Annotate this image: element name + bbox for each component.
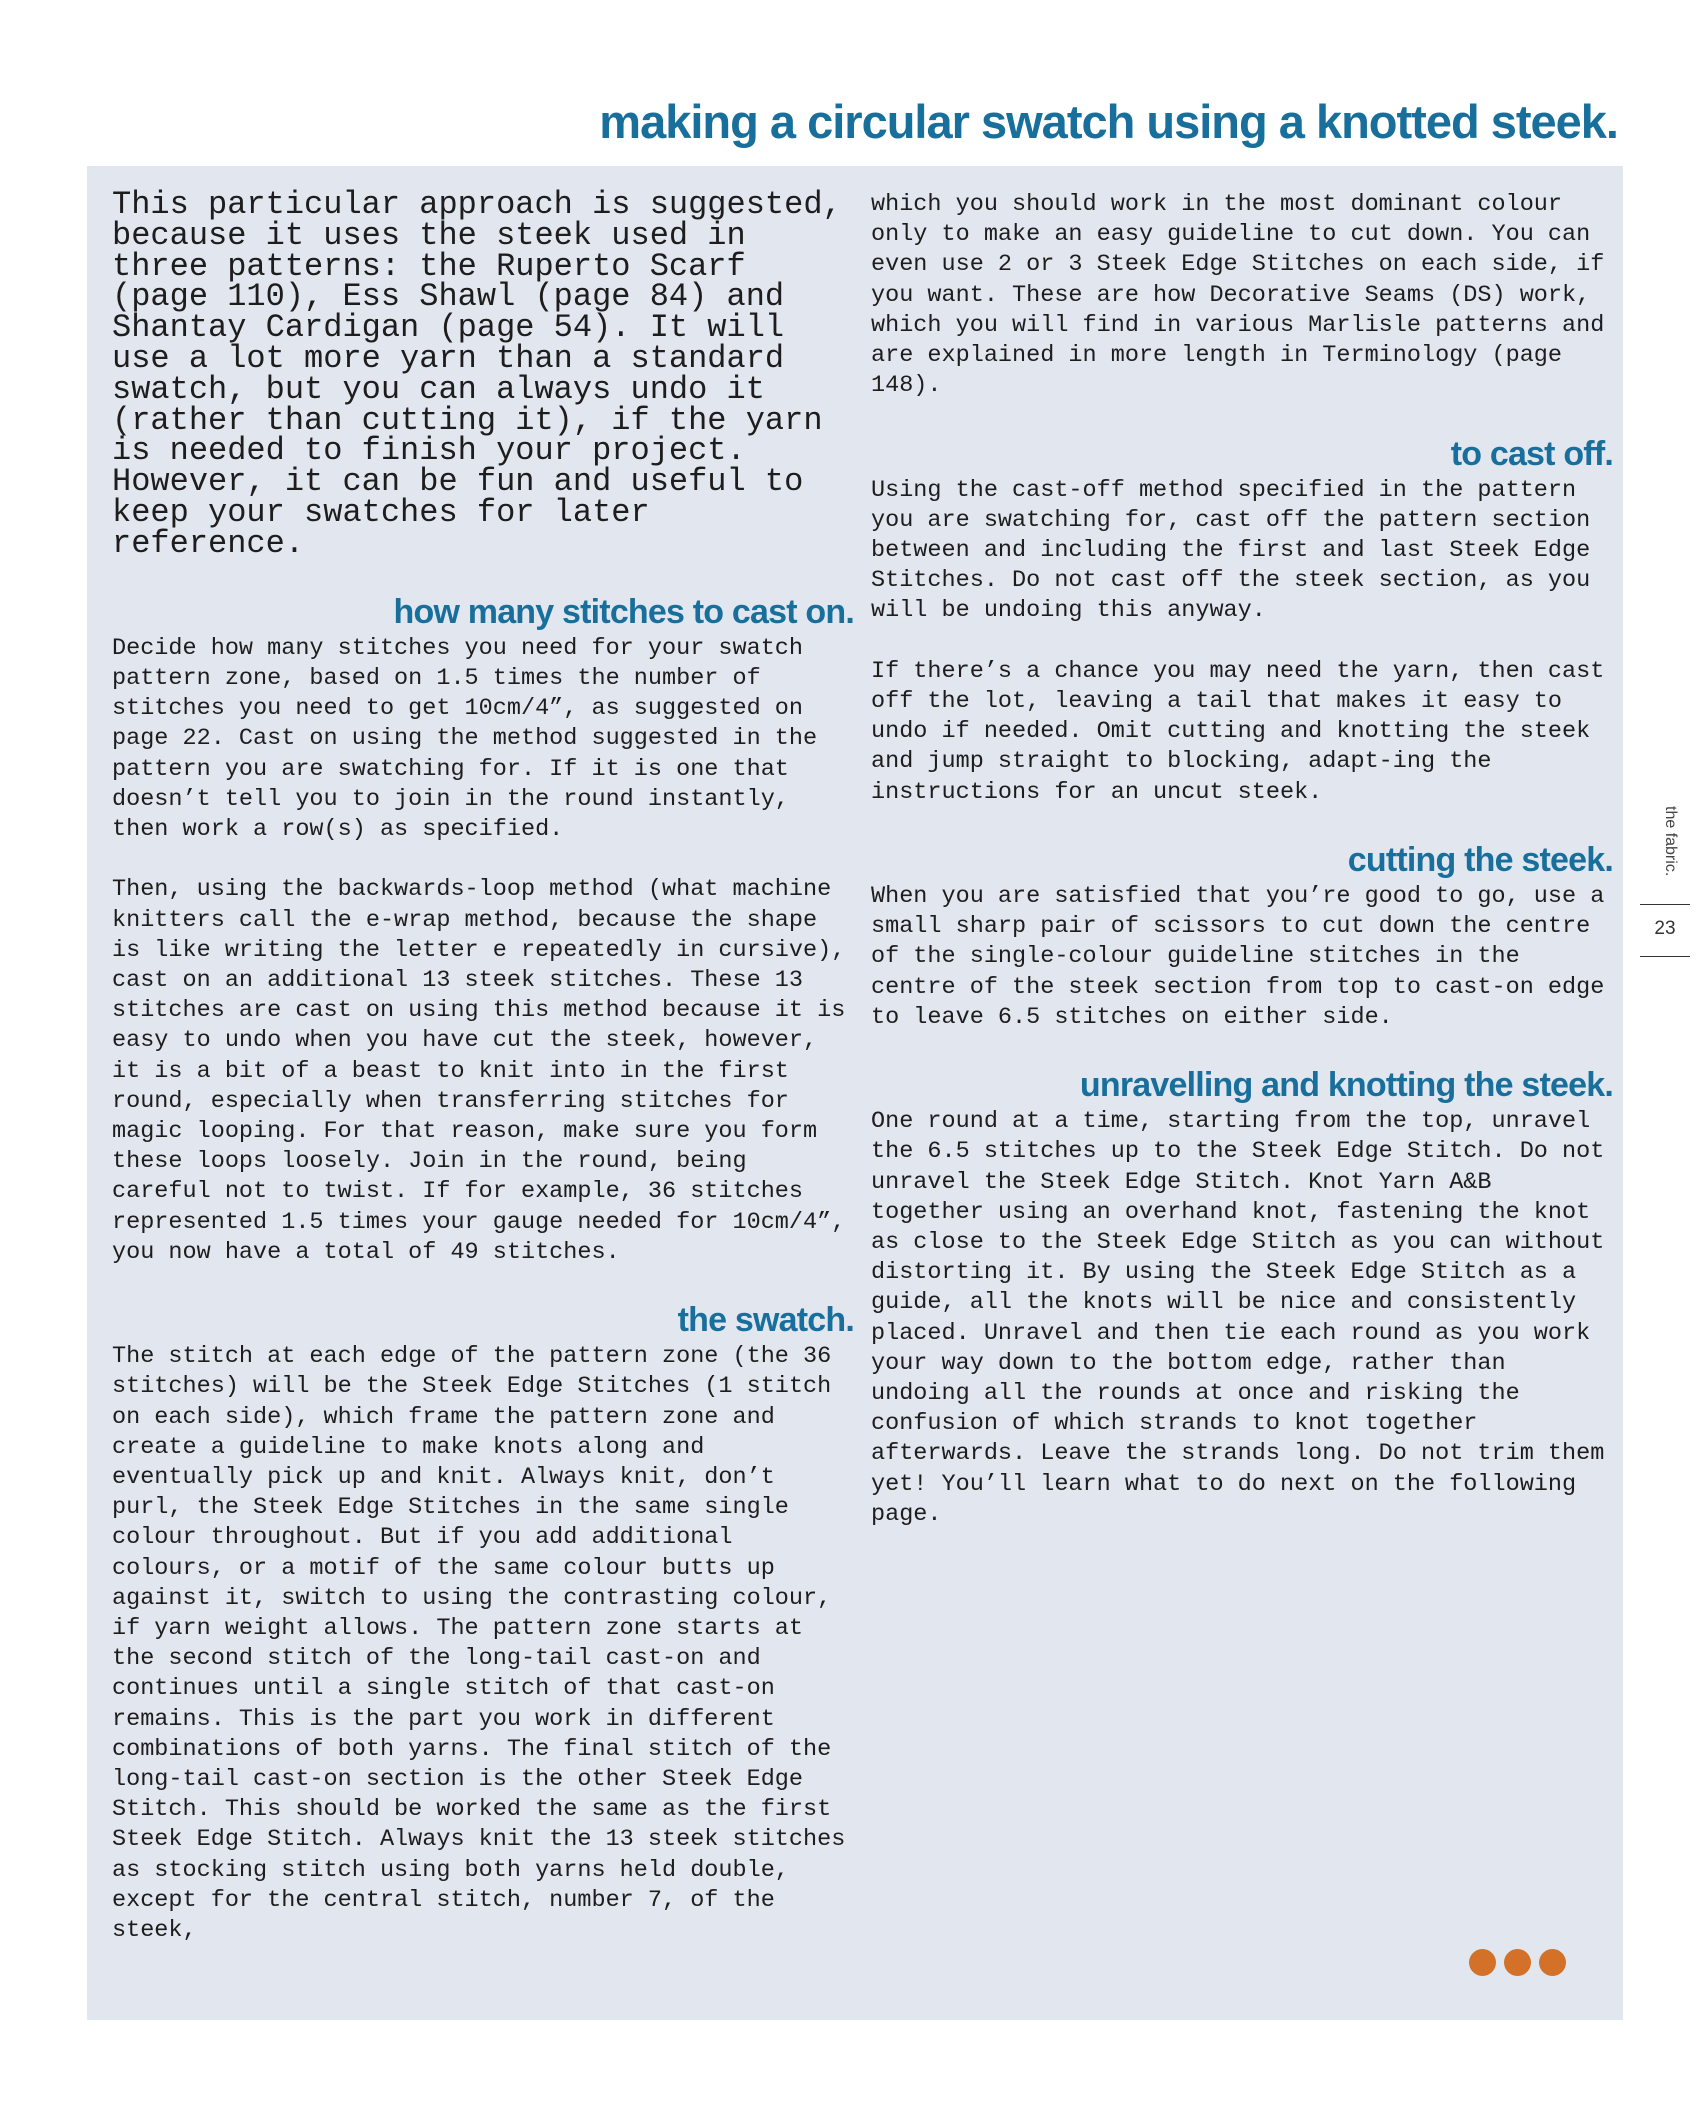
page-title: making a circular swatch using a knotted steek. xyxy=(599,95,1618,148)
dot-icon xyxy=(1504,1949,1531,1976)
cast-on-paragraph-1: Decide how many stitches you need for your swatch pattern zone, based on 1.5 times the number of stitches you need to get 10cm/4”, as suggested on page 22. Cast on using the method suggested in the pattern you are swatching for. If it is one that doesn’t tell you to join in the round instantly, then work a row(s) as specified. xyxy=(112,634,818,843)
left-column xyxy=(112,186,854,1946)
dot-icon xyxy=(1539,1949,1566,1976)
cutting-steek-heading: cutting the steek. xyxy=(1347,841,1613,880)
right-column xyxy=(871,190,1613,1530)
cast-off-heading: to cast off. xyxy=(1450,434,1613,473)
cast-off-paragraph-1: Using the cast-off method specified in the pattern you are swatching for, cast off the pattern section between and including the first and last Steek Edge Stitches. Do not cast off the steek section, as you will be undoing this anyway. xyxy=(871,476,1591,625)
section-tab xyxy=(1640,806,1690,956)
dot-icon xyxy=(1469,1949,1496,1976)
divider xyxy=(1640,904,1690,905)
swatch-heading: the swatch. xyxy=(677,1301,854,1340)
cast-on-heading: how many stitches to cast on. xyxy=(393,592,854,631)
cast-off-paragraph-2: If there’s a chance you may need the yarn, then cast off the lot, leaving a tail that makes it easy to undo if needed. Omit cutting and knotting the steek and jump straight to blocking, adapt-ing the instructions for an uncut steek. xyxy=(871,657,1605,806)
cast-on-paragraph-2: Then, using the backwards-loop method (what machine knitters call the e-wrap method, because the shape is like writing the letter e repeatedly in cursive), cast on an additional 13 steek stitches. These 13 stitches are cast on using this method because it is easy to undo when you have cut the steek, however, it is a bit of a beast to knit into in the first round, especially when transferring stitches for magic looping. For that reason, make sure you form these loops loosely. Join in the round, being careful not to twist. If for example, 36 stitches represented 1.5 times your gauge needed for 10cm/4”, you now have a total of 49 stitches. xyxy=(112,876,846,1266)
page-number: 23 xyxy=(1654,918,1676,939)
swatch-continued-paragraph: which you should work in the most dominant colour only to make an easy guideline to cut down. You can even use 2 or 3 Steek Edge Stitches on each side, if you want. These are how Decorative Seams (DS) work, which you will find in various Marlisle patterns and are explained in more length in Terminology (page 148). xyxy=(871,191,1605,400)
section-label: the fabric. xyxy=(1662,806,1679,877)
intro-paragraph: This particular approach is suggested, because it uses the steek used in three patterns: the Ruperto Scarf (page 110), Ess Shawl (page 84) and Shantay Cardigan (page 54). It will use a lot more yarn than a standard swatch, but you can always undo it (rather than cutting it), if the yarn is needed to finish your project. However, it can be fun and useful to keep your swatches for later reference. xyxy=(112,186,842,562)
content-panel xyxy=(87,166,1623,2020)
unravelling-paragraph: One round at a time, starting from the top, unravel the 6.5 stitches up to the Steek Edge Stitch. Do not unravel the Steek Edge Stitch. Knot Yarn A&B together using an overhand knot, fastening the knot as close to the Steek Edge Stitch as you can without distorting it. By using the Steek Edge Stitch as a guide, all the knots will be nice and consistently placed. Unravel and then tie each round as you work your way down to the bottom edge, rather than undoing all the rounds at once and risking the confusion of which strands to knot together afterwards. Leave the strands long. Do not trim them yet! You’ll learn what to do next on the following page. xyxy=(871,1108,1605,1528)
swatch-paragraph: The stitch at each edge of the pattern zone (the 36 stitches) will be the Steek Edge Stitches (1 stitch on each side), which frame the pattern zone and create a guideline to make knots along and eventually pick up and knit. Always knit, don’t purl, the Steek Edge Stitches in the same single colour throughout. But if you add additional colours, or a motif of the same colour butts up against it, switch to using the contrasting colour, if yarn weight allows. The pattern zone starts at the second stitch of the long-tail cast-on and continues until a single stitch of that cast-on remains. This is the part you work in different combinations of both yarns. The final stitch of the long-tail cast-on section is the other Steek Edge Stitch. This should be worked the same as the first Steek Edge Stitch. Always knit the 13 steek stitches as stocking stitch using both yarns held double, except for the central stitch, number 7, of the steek, xyxy=(112,1343,846,1945)
divider xyxy=(1640,956,1690,957)
cutting-steek-paragraph: When you are satisfied that you’re good to go, use a small sharp pair of scissors to cut down the centre of the single-colour guideline stitches in the centre of the steek section from top to cast-on edge to leave 6.5 stitches on either side. xyxy=(871,883,1605,1031)
continue-dots xyxy=(1469,1949,1566,1976)
unravelling-heading: unravelling and knotting the steek. xyxy=(1079,1066,1613,1105)
